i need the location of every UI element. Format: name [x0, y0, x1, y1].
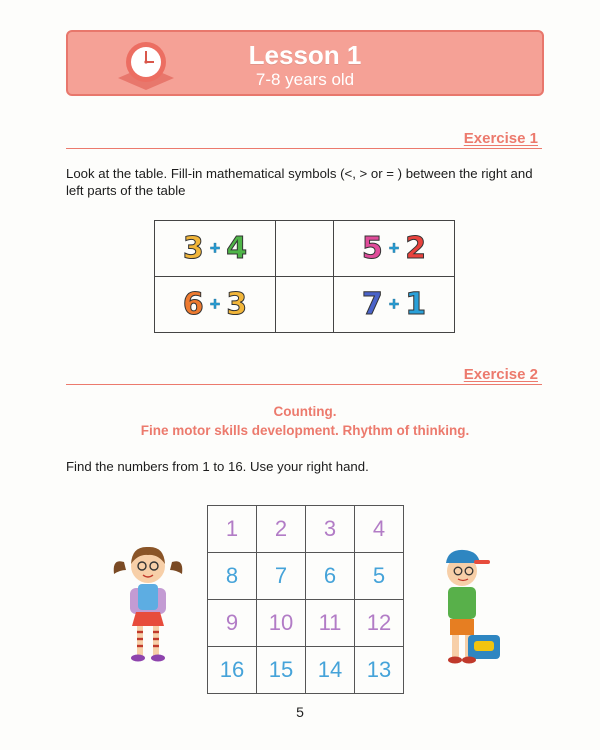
exercise-2-label: Exercise 2: [463, 366, 538, 383]
grid-cell[interactable]: 5: [355, 553, 404, 600]
plus-sign: +: [388, 294, 400, 314]
number-grid: [207, 505, 404, 694]
symbol-blank[interactable]: [276, 221, 334, 277]
operand: 4: [226, 231, 248, 266]
lesson-age: 7-8 years old: [255, 70, 355, 89]
grid-cell[interactable]: 6: [306, 553, 355, 600]
grid-cell[interactable]: 10: [257, 600, 306, 647]
grid-cell[interactable]: 8: [208, 553, 257, 600]
operand: 7: [361, 287, 383, 322]
grid-cell[interactable]: 3: [306, 506, 355, 553]
boy-illustration: [430, 545, 506, 669]
exercise-1-rule: [66, 148, 542, 149]
grid-cell[interactable]: 9: [208, 600, 257, 647]
operand: 1: [405, 287, 427, 322]
grid-row: [208, 506, 404, 553]
plus-sign: +: [388, 238, 400, 258]
right-expression: [334, 277, 455, 333]
comparison-row: [155, 277, 455, 333]
operand: 6: [182, 287, 204, 322]
symbol-blank[interactable]: [276, 277, 334, 333]
exercise-2-heading-1: Counting.: [273, 404, 337, 419]
operand: 3: [182, 231, 204, 266]
grid-cell[interactable]: 1: [208, 506, 257, 553]
grid-cell[interactable]: 2: [257, 506, 306, 553]
grid-cell[interactable]: 13: [355, 647, 404, 694]
comparison-row: [155, 221, 455, 277]
lesson-title: Lesson 1: [248, 40, 362, 70]
grid-cell[interactable]: 14: [306, 647, 355, 694]
grid-row: [208, 647, 404, 694]
right-expression: [334, 221, 455, 277]
comparison-table: [154, 220, 455, 333]
grid-cell[interactable]: 15: [257, 647, 306, 694]
operand: 2: [405, 231, 427, 266]
grid-cell[interactable]: 12: [355, 600, 404, 647]
left-expression: [155, 277, 276, 333]
grid-cell[interactable]: 16: [208, 647, 257, 694]
grid-cell[interactable]: 7: [257, 553, 306, 600]
page-number: 5: [296, 704, 304, 720]
grid-cell[interactable]: 11: [306, 600, 355, 647]
left-expression: [155, 221, 276, 277]
plus-sign: +: [209, 294, 221, 314]
exercise-2-instruction: Find the numbers from 1 to 16. Use your right hand.: [66, 459, 369, 474]
operand: 5: [361, 231, 383, 266]
exercise-1-instruction: Look at the table. Fill-in mathematical symbols (<, > or = ) between the right and left parts of the table: [66, 166, 533, 198]
exercise-2-rule: [66, 384, 542, 385]
operand: 3: [226, 287, 248, 322]
plus-sign: +: [209, 238, 221, 258]
grid-cell[interactable]: 4: [355, 506, 404, 553]
grid-row: [208, 600, 404, 647]
lesson-header: [66, 30, 544, 96]
grid-row: [208, 553, 404, 600]
exercise-2-heading-2: Fine motor skills development. Rhythm of thinking.: [140, 423, 470, 438]
girl-illustration: [110, 540, 186, 664]
exercise-1-label: Exercise 1: [463, 130, 538, 147]
